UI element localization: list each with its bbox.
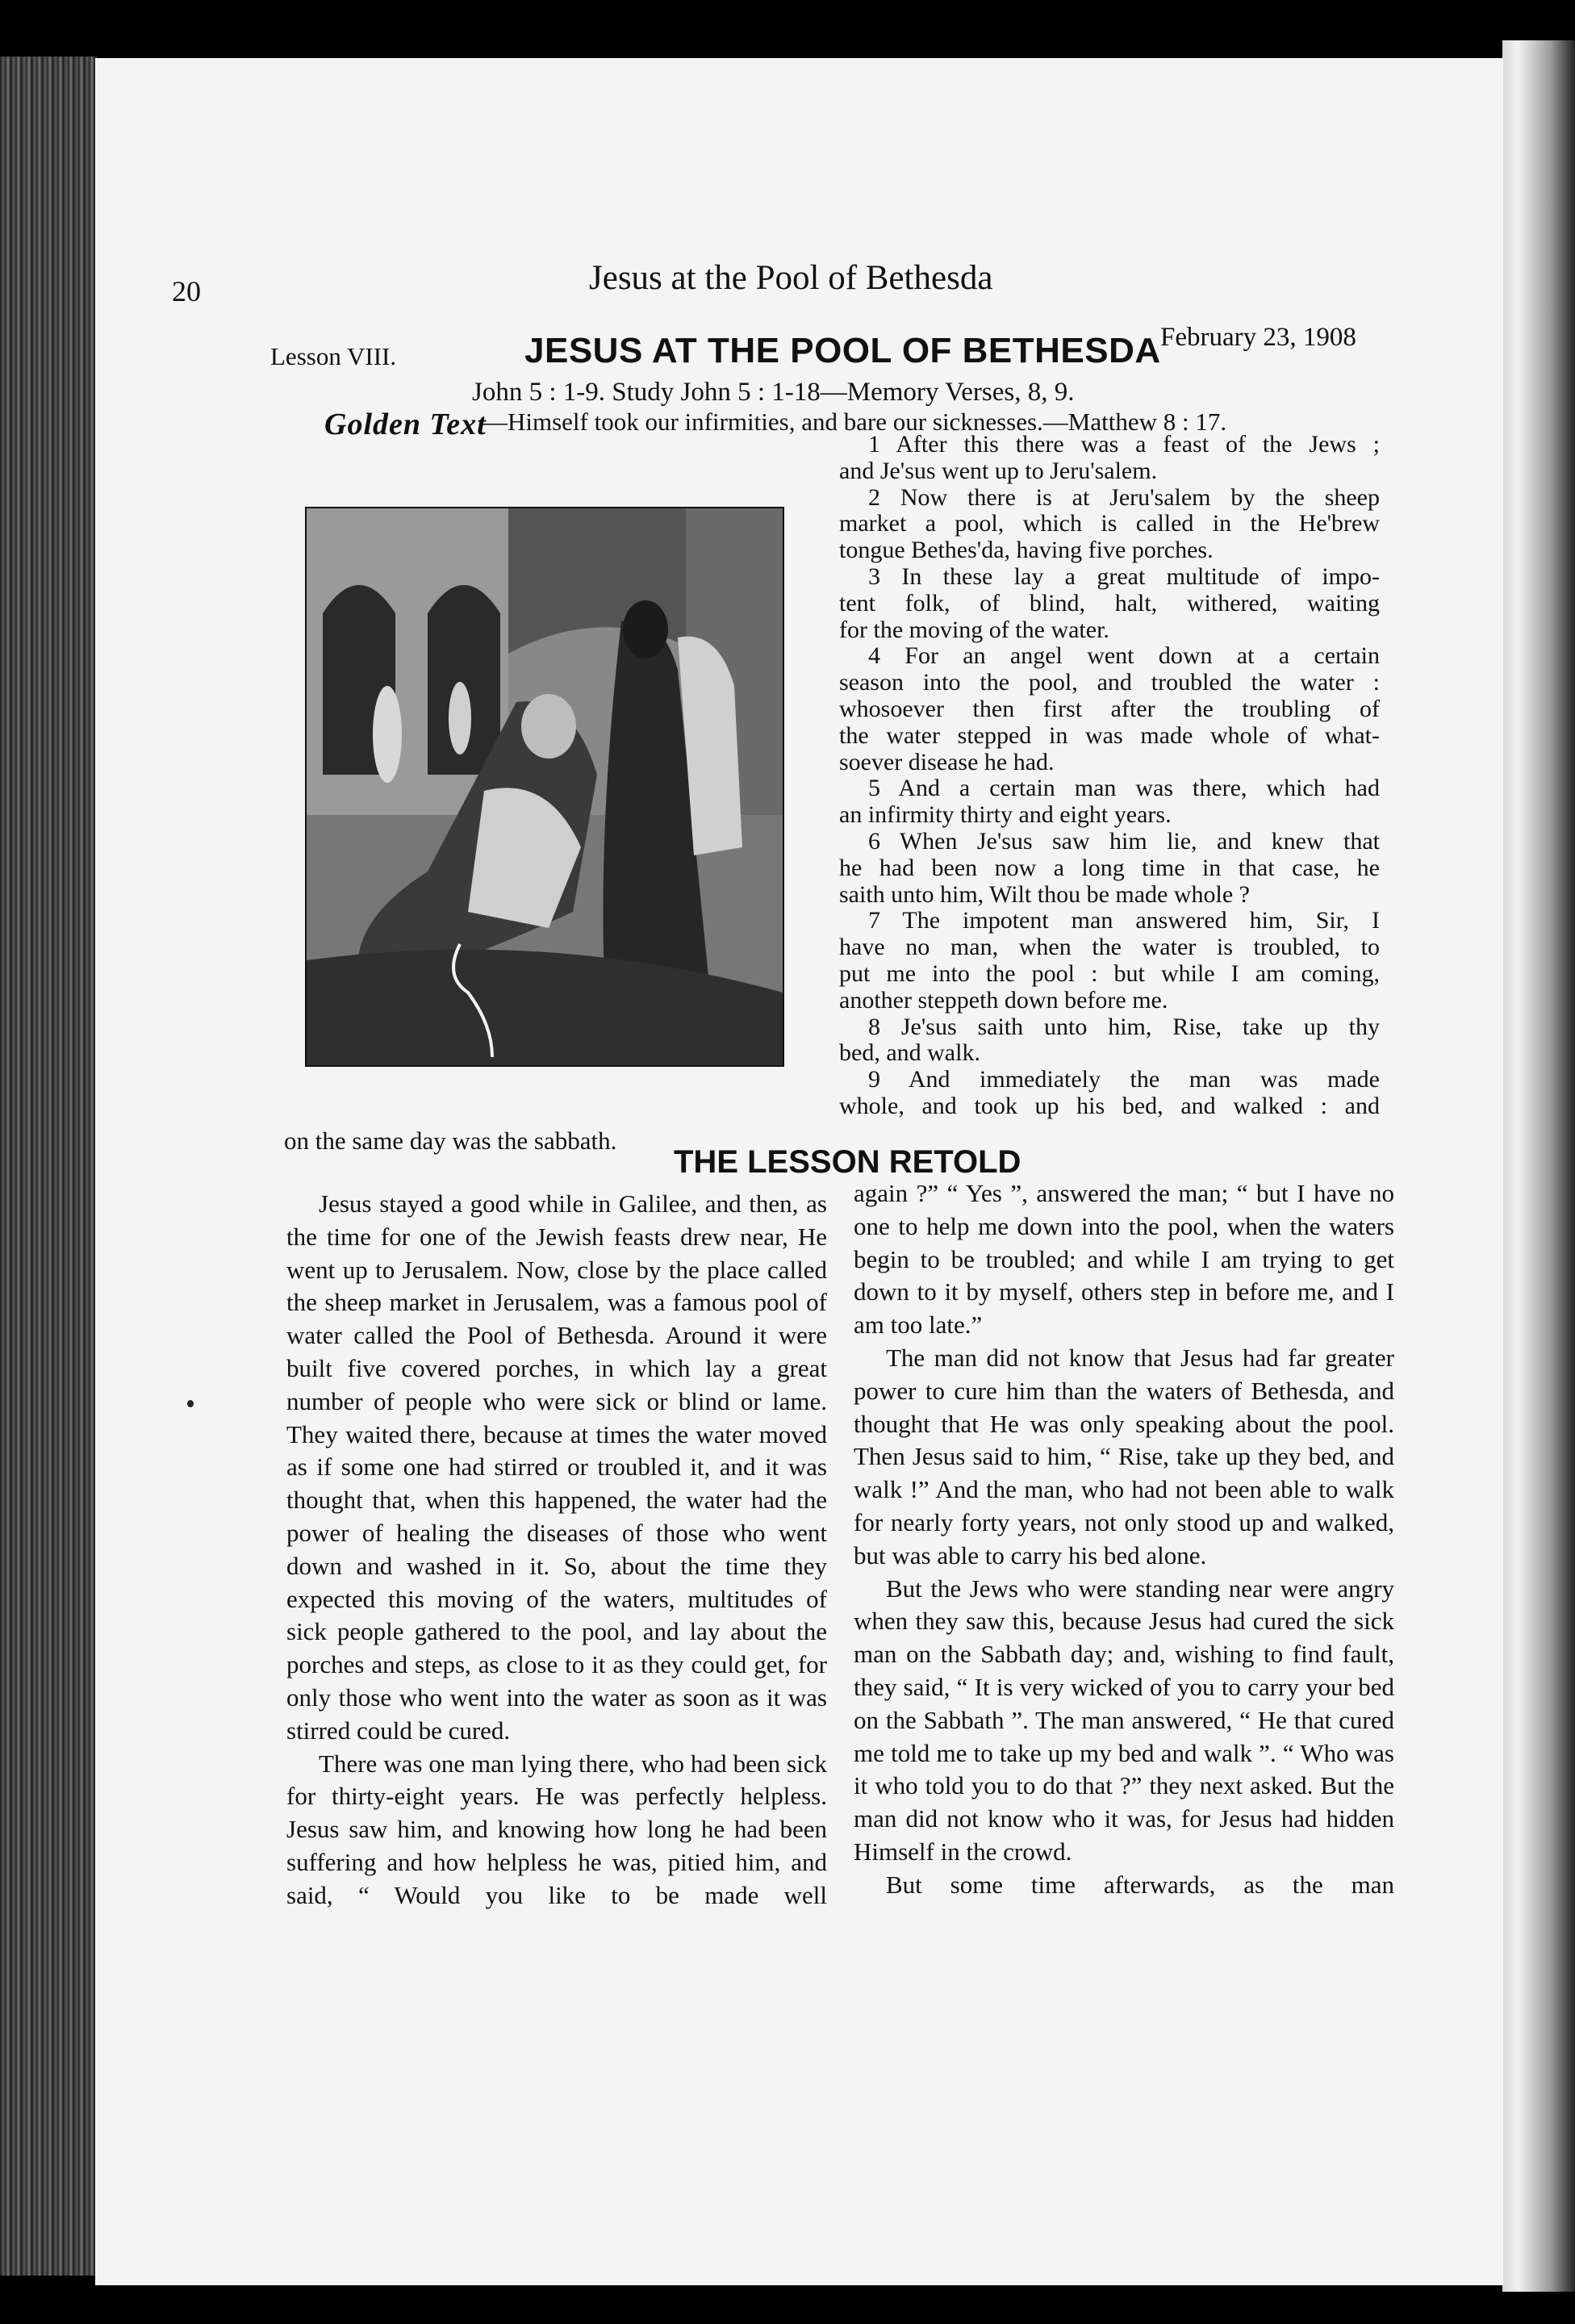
verse-line: season into the pool, and troubled the water : [839, 669, 1380, 696]
verses-continuation: on the same day was the sabbath. [284, 1126, 617, 1155]
verse-line: for the moving of the water. [839, 616, 1109, 643]
retold-paragraph: The man did not know that Jesus had far greater power to cure him than the waters of Bethesda, and thought that He was only speaking about the pool. Then Jesus said to him, “ Rise, take up they bed, and walk !” And the man, who had not been able to walk for nearly forty years, not only stood up and walked, but was able to carry his bed alone. [854, 1343, 1394, 1570]
verse-line: 7 The impotent man answered him, Sir, I [868, 907, 1380, 934]
retold-paragraph: There was one man lying there, who had been sick for thirty-eight years. He was perfectly helpless. Jesus saw him, and knowing how long he had been suffering and how helpless he was, pitied him, and said, “ Would you like to be made well [286, 1749, 827, 1909]
verse-line: the water stepped in was made whole of what- [839, 721, 1380, 749]
retold-left-column [286, 1188, 827, 1912]
verse-line: saith unto him, Wilt thou be made whole ? [839, 880, 1250, 908]
page-number: 20 [172, 275, 201, 307]
verse-line: tongue Bethes'da, having five porches. [839, 537, 1214, 564]
verse-line: 8 Je'sus saith unto him, Rise, take up thy [868, 1013, 1380, 1040]
scripture-verses [839, 432, 1380, 1120]
verse-line: put me into the pool : but while I am coming, [839, 959, 1380, 987]
lesson-number: Lesson VIII. [270, 342, 397, 370]
verse-line: another steppeth down before me. [839, 986, 1168, 1014]
verse-line: market a pool, which is called in the He'brew [839, 510, 1380, 537]
running-head: Jesus at the Pool of Bethesda [589, 259, 993, 297]
verse-line: and Je'sus went up to Jeru'salem. [839, 457, 1158, 484]
verse-line: 2 Now there is at Jeru'salem by the sheep [868, 483, 1380, 511]
book-page-edges [0, 56, 97, 2276]
facing-page-edge [1502, 40, 1575, 2292]
verse-line: have no man, when the water is troubled, to [839, 934, 1380, 961]
retold-paragraph: again ?” “ Yes ”, answered the man; “ but I have no one to help me down into the pool, when the waters begin to be troubled; and while I am trying to get down to it by myself, others step in before me, and I am too late.” [854, 1179, 1394, 1340]
verse-line: 4 For an angel went down at a certain [868, 642, 1380, 670]
verse-line: he had been now a long time in that case, he [839, 854, 1380, 881]
lesson-date: February 23, 1908 [1160, 323, 1356, 352]
retold-paragraph: But some time afterwards, as the man [886, 1870, 1394, 1899]
verse-line: 6 When Je'sus saw him lie, and knew that [868, 827, 1380, 855]
golden-text-label: Golden Text [324, 408, 487, 441]
section-title: THE LESSON RETOLD [674, 1144, 1021, 1180]
verse-line: an infirmity thirty and eight years. [839, 801, 1172, 829]
ink-speck [187, 1400, 194, 1407]
painting-illustration-icon [305, 507, 784, 1067]
verse-line: 5 And a certain man was there, which had [868, 775, 1380, 802]
retold-paragraph: Jesus stayed a good while in Galilee, and then, as the time for one of the Jewish feasts drew near, He went up to Jerusalem. Now, close by the place called the sheep market in Jerusalem, was a famous pool of water called the Pool of Bethesda. Around it were built five covered porches, in which lay a great number of people who were sick or blind or lame. They waited there, because at times the water moved as if some one had stirred or troubled it, and it was thought that, when this happened, the water had the power of healing the diseases of those who went down and washed in it. So, about the time they expected this moving of the waters, multitudes of sick people gathered to the pool, and lay about the porches and steps, as close to it as they could get, for only those who went into the water as soon as it was stirred could be cured. [286, 1189, 827, 1745]
verse-line: whole, and took up his bed, and walked : and [839, 1092, 1380, 1119]
retold-right-column [854, 1177, 1394, 1902]
verse-line: tent folk, of blind, halt, withered, waiting [839, 589, 1380, 617]
verse-line: whosoever then first after the troubling of [839, 695, 1380, 722]
verse-line: soever disease he had. [839, 748, 1055, 775]
golden-text: —Himself took our infirmities, and bare our sicknesses.—Matthew 8 : 17. [483, 408, 1227, 436]
verse-line: bed, and walk. [839, 1039, 980, 1067]
lesson-title: JESUS AT THE POOL OF BETHESDA [524, 331, 1161, 370]
verse-line: 3 In these lay a great multitude of impo- [868, 562, 1380, 590]
retold-paragraph: But the Jews who were standing near were angry when they saw this, because Jesus had cured the sick man on the Sabbath day; and, wishing to find fault, they said, “ It is very wicked of you to carry your bed on the Sabbath ”. The man answered, “ He that cured me told me to take up my bed and walk ”. “ Who was it who told you to do that ?” they next asked. But the man did not know who it was, for Jesus had hidden Himself in the crowd. [854, 1574, 1394, 1866]
scripture-reference: John 5 : 1-9. Study John 5 : 1-18—Memory Verses, 8, 9. [472, 378, 1075, 407]
verse-line: 1 After this there was a feast of the Jews ; [868, 431, 1380, 458]
verse-line: 9 And immediately the man was made [868, 1066, 1380, 1093]
